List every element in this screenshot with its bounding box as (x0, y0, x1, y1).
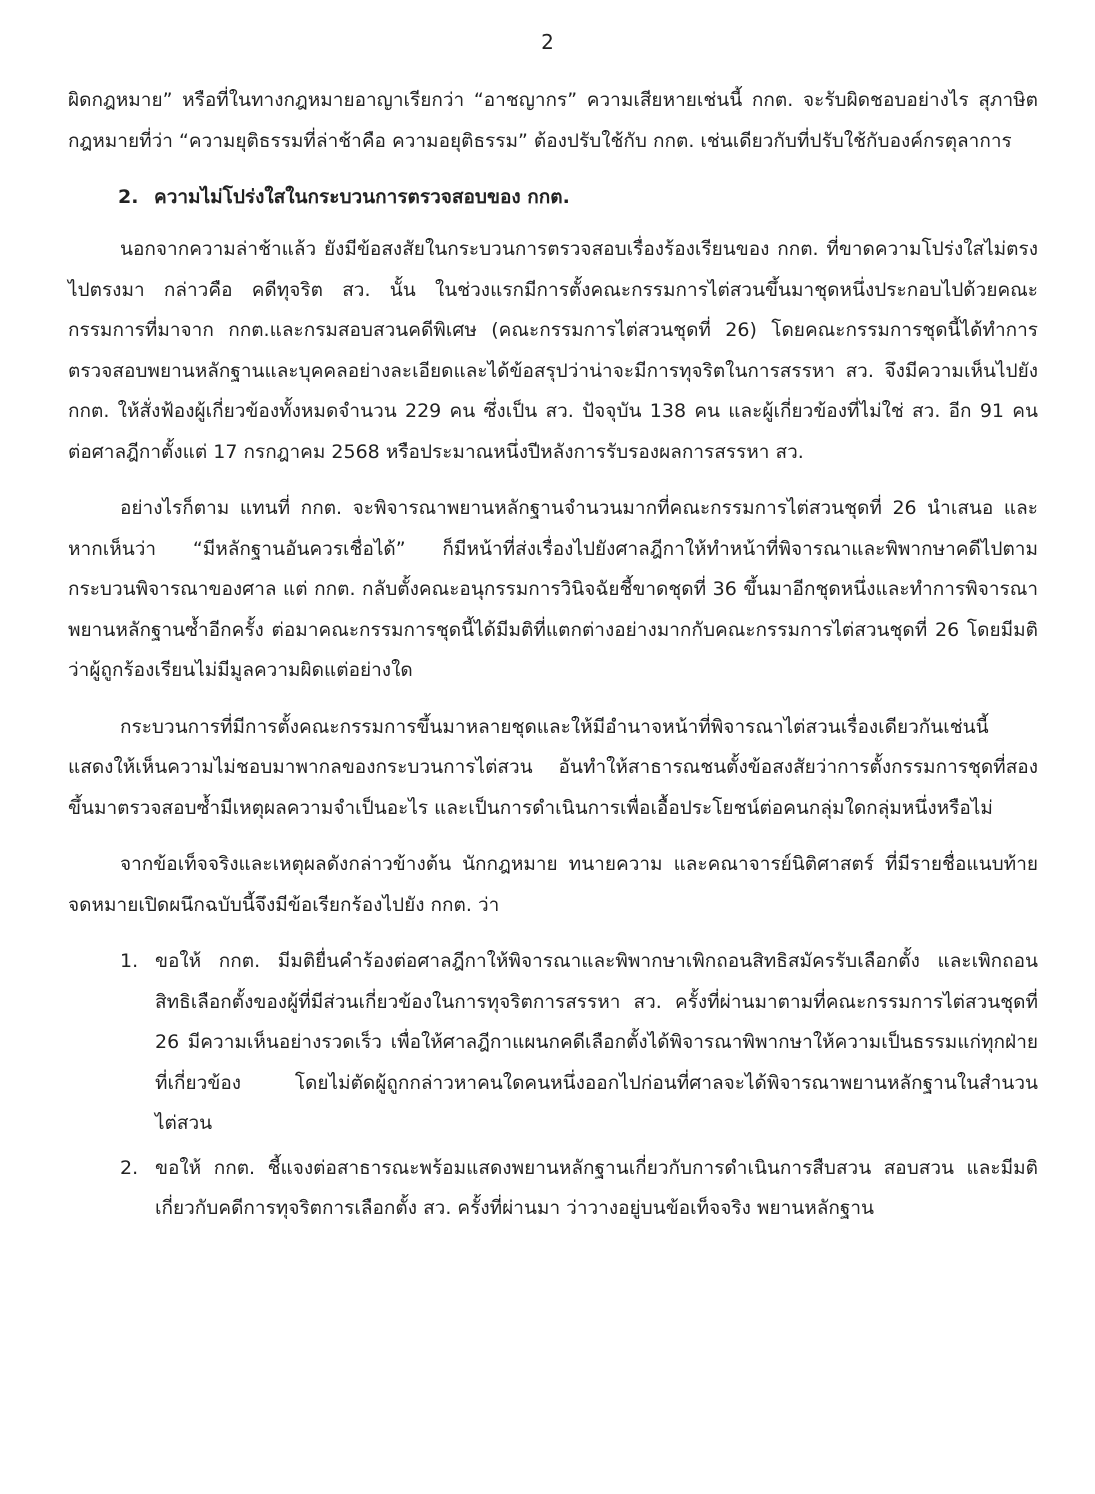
section-number: 2. (118, 186, 139, 208)
request-number: 2. (120, 1156, 139, 1179)
section-heading (68, 177, 1038, 217)
list-item (68, 941, 1038, 1144)
paragraph-investigation: นอกจากความล่าช้าแล้ว ยังมีข้อสงสัยในกระบวนการตรวจสอบเรื่องร้องเรียนของ กกต. ที่ขาดความโปร่งใสไม่ตรงไปตรงมา กล่าวคือ คดีทุจริต สว. นั้น ในช่วงแรกมีการตั้งคณะกรรมการไต่สวนขึ้นมาชุดหนึ่งประกอบไปด้วยคณะกรรมการที่มาจาก กกต.และกรมสอบสวนคดีพิเศษ (คณะกรรมการไต่สวนชุดที่ 26) โดยคณะกรรมการชุดนี้ได้ทำการตรวจสอบพยานหลักฐานและบุคคลอย่างละเอียดและได้ข้อสรุปว่าน่าจะมีการทุจริตในการสรรหา สว. จึงมีความเห็นไปยัง กกต. ให้สั่งฟ้องผู้เกี่ยวข้องทั้งหมดจำนวน 229 คน ซึ่งเป็น สว. ปัจจุบัน 138 คน และผู้เกี่ยวข้องที่ไม่ใช่ สว. อีก 91 คน ต่อศาลฎีกาตั้งแต่ 17 กรกฎาคม 2568 หรือประมาณหนึ่งปีหลังการรับรองผลการสรรหา สว. (68, 238, 1038, 463)
page-number: 2 (541, 30, 554, 54)
section-title: ความไม่โปร่งใสในกระบวนการตรวจสอบของ กกต. (154, 186, 570, 208)
paragraph-subcommittee: อย่างไรก็ตาม แทนที่ กกต. จะพิจารณาพยานหลักฐานจำนวนมากที่คณะกรรมการไต่สวนชุดที่ 26 นำเสนอ และหากเห็นว่า “มีหลักฐานอันควรเชื่อได้” ก็มีหน้าที่ส่งเรื่องไปยังศาลฎีกาให้ทำหน้าที่พิจารณาและพิพากษาคดีไปตามกระบวนพิจารณาของศาล แต่ กกต. กลับตั้งคณะอนุกรรมการวินิจฉัยชี้ขาดชุดที่ 36 ขึ้นมาอีกชุดหนึ่งและทำการพิจารณาพยานหลักฐานซ้ำอีกครั้ง ต่อมาคณะกรรมการชุดนี้ได้มีมติที่แตกต่างอย่างมากกับคณะกรรมการไต่สวนชุดที่ 26 โดยมีมติว่าผู้ถูกร้องเรียนไม่มีมูลความผิดแต่อย่างใด (68, 497, 1038, 681)
request-text: ขอให้ กกต. ชี้แจงต่อสาธารณะพร้อมแสดงพยานหลักฐานเกี่ยวกับการดำเนินการสืบสวน สอบสวน และมีมติเกี่ยวกับคดีการทุจริตการเลือกตั้ง สว. ครั้งที่ผ่านมา ว่าวางอยู่บนข้อเท็จจริง พยานหลักฐาน (155, 1156, 1038, 1219)
paragraph-process-concern: กระบวนการที่มีการตั้งคณะกรรมการขึ้นมาหลายชุดและให้มีอำนาจหน้าที่พิจารณาไต่สวนเรื่องเดียวกันเช่นนี้ แสดงให้เห็นความไม่ชอบมาพากลของกระบวนการไต่สวน อันทำให้สาธารณชนตั้งข้อสงสัยว่าการตั้งกรรมการชุดที่สองขึ้นมาตรวจสอบซ้ำมีเหตุผลความจำเป็นอะไร และเป็นการดำเนินการเพื่อเอื้อประโยชน์ต่อคนกลุ่มใดกลุ่มหนึ่งหรือไม่ (68, 715, 1038, 819)
request-list (68, 941, 1038, 1229)
request-text: ขอให้ กกต. มีมติยื่นคำร้องต่อศาลฎีกาให้พิจารณาและพิพากษาเพิกถอนสิทธิสมัครรับเลือกตั้ง และเพิกถอนสิทธิเลือกตั้งของผู้ที่มีส่วนเกี่ยวข้องในการทุจริตการสรรหา สว. ครั้งที่ผ่านมาตามที่คณะกรรมการไต่สวนชุดที่ 26 มีความเห็นอย่างรวดเร็ว เพื่อให้ศาลฎีกาแผนกคดีเลือกตั้งได้พิจารณาพิพากษาให้ความเป็นธรรมแก่ทุกฝ่ายที่เกี่ยวข้อง โดยไม่ตัดผู้ถูกกล่าวหาคนใดคนหนึ่งออกไปก่อนที่ศาลจะได้พิจารณาพยานหลักฐานในสำนวนไต่สวน (155, 950, 1038, 1134)
request-number: 1. (120, 950, 139, 972)
list-item (68, 1148, 1038, 1229)
paragraph-demands-intro: จากข้อเท็จจริงและเหตุผลดังกล่าวข้างต้น นักกฎหมาย ทนายความ และคณาจารย์นิติศาสตร์ ที่มีรายชื่อแนบท้ายจดหมายเปิดผนึกฉบับนี้จึงมีข้อเรียกร้องไปยัง กกต. ว่า (68, 853, 1038, 916)
document-body (68, 80, 1038, 1233)
opening-paragraph: ผิดกฎหมาย” หรือที่ในทางกฎหมายอาญาเรียกว่า “อาชญากร” ความเสียหายเช่นนี้ กกต. จะรับผิดชอบอย่างไร สุภาษิตกฎหมายที่ว่า “ความยุติธรรมที่ล่าช้าคือ ความอยุติธรรม” ต้องปรับใช้กับ กกต. เช่นเดียวกับที่ปรับใช้กับองค์กรตุลาการ (68, 89, 1038, 152)
